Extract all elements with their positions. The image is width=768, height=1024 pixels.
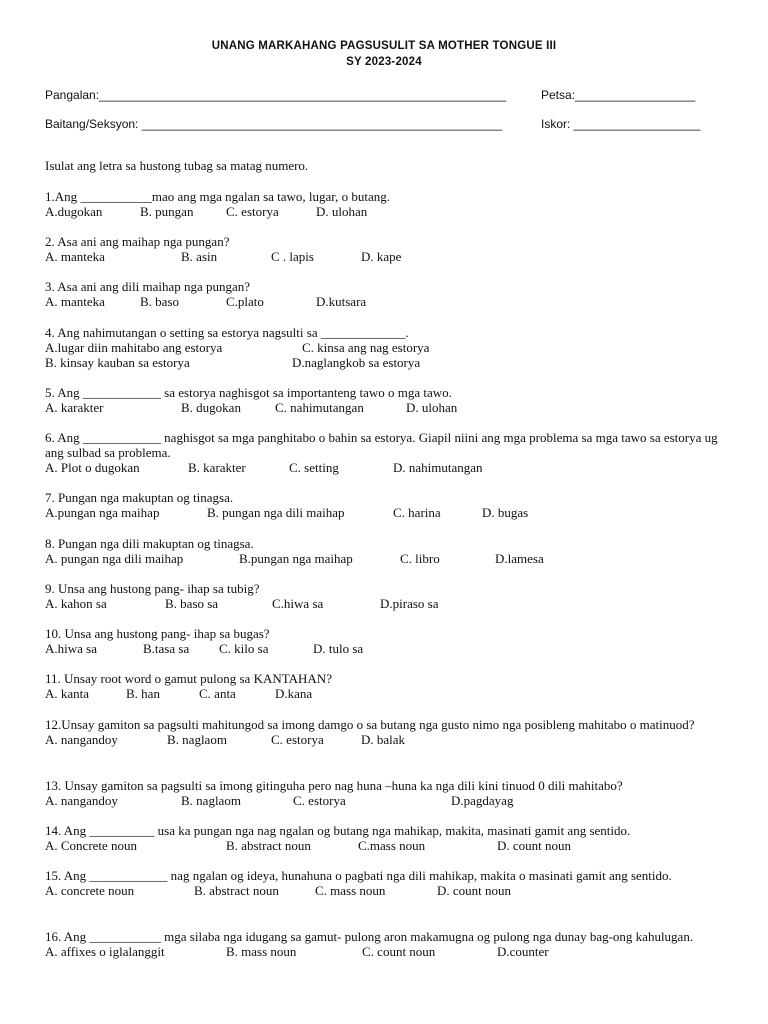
option-d: D. nahimutangan — [393, 460, 483, 475]
option-c: C. libro — [400, 551, 440, 566]
option-d: D.piraso sa — [380, 596, 439, 611]
name-field: Pangalan:_____________________________________________________________ — [45, 88, 507, 102]
question-16 — [45, 929, 735, 959]
option-b: B.pungan nga maihap — [239, 551, 353, 566]
option-b: B. asin — [181, 249, 218, 264]
option-a: A. nangandoy — [45, 732, 118, 747]
option-c: C . lapis — [271, 249, 314, 264]
question-stem: 3. Asa ani ang dili maihap nga pungan? — [45, 279, 251, 294]
option-b: B.tasa sa — [143, 641, 190, 656]
option-c: C. kinsa ang nag estorya — [302, 340, 430, 355]
option-a: A. concrete noun — [45, 883, 135, 898]
question-15 — [45, 868, 735, 898]
option-d: D. balak — [361, 732, 406, 747]
question-stem: 10. Unsa ang hustong pang- ihap sa bugas? — [45, 626, 270, 641]
question-stem: 15. Ang ____________ nag ngalan og ideya, hunahuna o pagbati nga dili mahikap, makita o masinati gamit ang sentido. — [45, 868, 672, 883]
question-stem: 5. Ang ____________ sa estorya naghisgot sa importanteng tawo o mga tawo. — [45, 385, 452, 400]
option-b: B. kinsay kauban sa estorya — [45, 355, 190, 370]
question-stem: 4. Ang nahimutangan o setting sa estorya nagsulti sa _____________. — [45, 325, 409, 340]
option-a: A. kahon sa — [45, 596, 107, 611]
option-d: D. count noun — [437, 883, 512, 898]
option-b: B. han — [126, 686, 160, 701]
option-d: D. tulo sa — [313, 641, 364, 656]
option-d: D. kape — [361, 249, 402, 264]
option-a: A. karakter — [45, 400, 104, 415]
date-field: Petsa:__________________ — [541, 88, 696, 102]
option-b: B. naglaom — [181, 793, 241, 808]
question-stem: 2. Asa ani ang maihap nga pungan? — [45, 234, 230, 249]
option-d: D. ulohan — [316, 204, 368, 219]
option-a: A. Concrete noun — [45, 838, 138, 853]
option-c: C. count noun — [362, 944, 436, 959]
option-d: D.counter — [497, 944, 549, 959]
question-12 — [45, 717, 735, 747]
question-10 — [45, 626, 735, 656]
question-stem: 9. Unsa ang hustong pang- ihap sa tubig? — [45, 581, 260, 596]
question-14 — [45, 823, 735, 853]
question-9 — [45, 581, 735, 611]
question-4 — [45, 325, 735, 370]
option-c: C.hiwa sa — [272, 596, 324, 611]
option-c: C.mass noun — [358, 838, 426, 853]
question-3 — [45, 279, 735, 309]
option-d: D. ulohan — [406, 400, 458, 415]
question-6 — [45, 430, 735, 475]
option-c: C. estorya — [293, 793, 346, 808]
option-a: A.hiwa sa — [45, 641, 97, 656]
option-c: C. estorya — [271, 732, 324, 747]
option-a: A. Plot o dugokan — [45, 460, 140, 475]
question-stem: 14. Ang __________ usa ka pungan nga nag ngalan og butang nga mahikap, makita, masinati gamit ang sentido. — [45, 823, 631, 838]
option-a: A. kanta — [45, 686, 90, 701]
option-a: A. nangandoy — [45, 793, 118, 808]
exam-title: UNANG MARKAHANG PAGSUSULIT SA MOTHER TONGUE III — [211, 40, 557, 52]
question-stem: 13. Unsay gamiton sa pagsulti sa imong gitinguha pero nag huna –huna ka nga dili kini tinuod 0 dili mahitabo? — [45, 778, 623, 793]
option-a: A. manteka — [45, 294, 105, 309]
option-a: A. pungan nga dili maihap — [45, 551, 184, 566]
option-a: A.lugar diin mahitabo ang estorya — [45, 340, 223, 355]
option-a: A.pungan nga maihap — [45, 505, 160, 520]
question-1 — [45, 189, 735, 219]
option-d: D.kana — [275, 686, 313, 701]
option-b: B. abstract noun — [194, 883, 279, 898]
option-b: B. pungan nga dili maihap — [207, 505, 345, 520]
option-d: D. bugas — [482, 505, 529, 520]
option-c: C. kilo sa — [219, 641, 269, 656]
instructions: Isulat ang letra sa hustong tubag sa matag numero. — [45, 158, 309, 173]
question-stem: 7. Pungan nga makuptan og tinagsa. — [45, 490, 234, 505]
question-13 — [45, 778, 735, 808]
option-c: C. mass noun — [315, 883, 386, 898]
option-b: B. mass noun — [226, 944, 297, 959]
option-d: D. count noun — [497, 838, 572, 853]
question-stem: 8. Pungan nga dili makuptan og tinagsa. — [45, 536, 254, 551]
option-a: A. affixes o iglalanggit — [45, 944, 165, 959]
option-b: B. baso — [140, 294, 179, 309]
school-year: SY 2023-2024 — [346, 56, 422, 68]
question-5 — [45, 385, 735, 415]
option-c: C. estorya — [226, 204, 279, 219]
option-c: C. setting — [289, 460, 339, 475]
question-7 — [45, 490, 735, 520]
option-c: C. harina — [393, 505, 441, 520]
question-stem: 12.Unsay gamiton sa pagsulti mahitungod sa imong damgo o sa butang nga gusto nimo nga posibleng mahitabo o matinuod? — [45, 717, 695, 732]
grade-section-field: Baitang/Seksyon: ______________________________________________________ — [45, 117, 503, 131]
option-b: B. dugokan — [181, 400, 241, 415]
option-b: B. abstract noun — [226, 838, 311, 853]
score-field: Iskor: ___________________ — [541, 117, 701, 131]
option-b: B. pungan — [140, 204, 194, 219]
option-c: C.plato — [226, 294, 264, 309]
option-c: C. nahimutangan — [275, 400, 364, 415]
question-stem: 11. Unsay root word o gamut pulong sa KANTAHAN? — [45, 671, 332, 686]
question-11 — [45, 671, 735, 701]
question-8 — [45, 536, 735, 566]
question-stem: 1.Ang ___________mao ang mga ngalan sa tawo, lugar, o butang. — [45, 189, 390, 204]
question-stem: 6. Ang ____________ naghisgot sa mga panghitabo o bahin sa estorya. Giapil niini ang mga problema sa mga tawo sa estorya ug ang sulbad sa problema. — [45, 430, 718, 460]
option-d: D.lamesa — [495, 551, 544, 566]
option-c: C. anta — [199, 686, 236, 701]
option-b: B. baso sa — [165, 596, 219, 611]
option-a: A. manteka — [45, 249, 105, 264]
option-a: A.dugokan — [45, 204, 103, 219]
option-d: D.pagdayag — [451, 793, 514, 808]
question-stem: 16. Ang ___________ mga silaba nga idugang sa gamut- pulong aron makamugna og pulong nga dunay bag-ong kahulugan. — [45, 929, 694, 944]
option-b: B. naglaom — [167, 732, 227, 747]
option-d: D.kutsara — [316, 294, 367, 309]
option-d: D.naglangkob sa estorya — [292, 355, 421, 370]
option-b: B. karakter — [188, 460, 246, 475]
question-2 — [45, 234, 735, 264]
